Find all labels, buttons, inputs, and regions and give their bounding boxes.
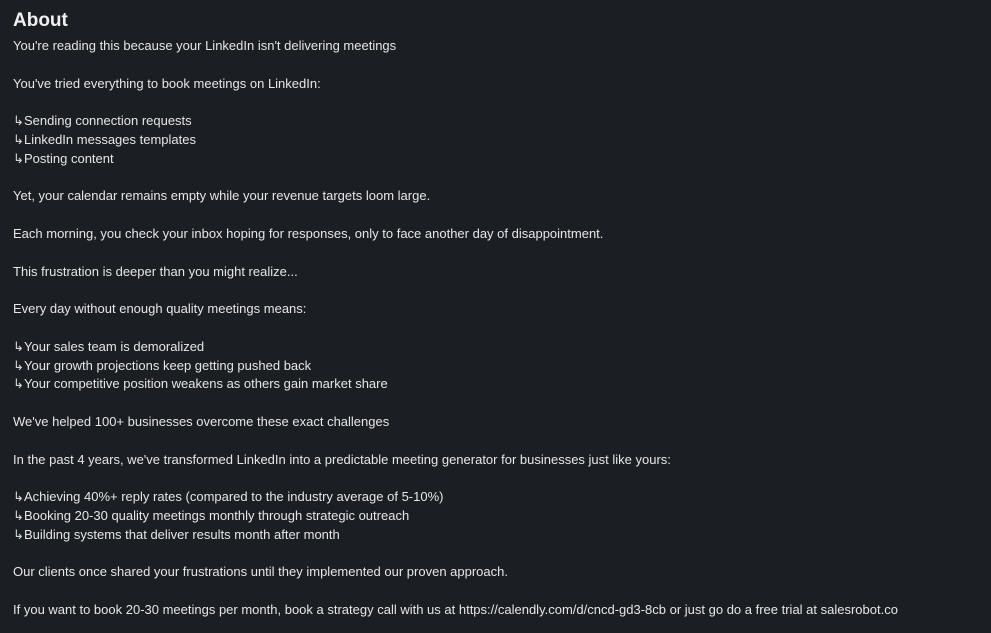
bullet-text: LinkedIn messages templates [24, 131, 196, 147]
arrow-down-right-icon: ↳ [13, 489, 24, 505]
bullet-text: Your growth projections keep getting pushed back [24, 357, 312, 373]
bullet-item [13, 112, 991, 131]
blank-line [13, 169, 991, 188]
blank-line [13, 56, 991, 75]
about-line: In the past 4 years, we've transformed LinkedIn into a predictable meeting generator for businesses just like yours: [13, 451, 671, 467]
blank-line [13, 394, 991, 413]
bullet-item [13, 526, 991, 545]
bullet-text: Building systems that deliver results month after month [24, 526, 340, 542]
bullet-item [13, 488, 991, 507]
bullet-text: Sending connection requests [24, 113, 192, 129]
about-line: This frustration is deeper than you might realize... [13, 263, 298, 279]
blank-line [13, 244, 991, 263]
blank-line [13, 582, 991, 601]
bullet-item [13, 150, 991, 169]
about-line: You've tried everything to book meetings on LinkedIn: [13, 75, 321, 91]
bullet-item [13, 338, 991, 357]
arrow-down-right-icon: ↳ [13, 150, 24, 166]
about-line: Yet, your calendar remains empty while your revenue targets loom large. [13, 188, 431, 204]
bullet-text: Your competitive position weakens as others gain market share [24, 376, 388, 392]
arrow-down-right-icon: ↳ [13, 376, 24, 392]
about-body [13, 37, 991, 620]
arrow-down-right-icon: ↳ [13, 113, 24, 129]
bullet-item [13, 507, 991, 526]
blank-line [13, 319, 991, 338]
blank-line [13, 93, 991, 112]
about-heading: About [13, 10, 68, 31]
about-line: Our clients once shared your frustrations until they implemented our proven approach. [13, 564, 508, 580]
blank-line [13, 281, 991, 300]
blank-line [13, 469, 991, 488]
about-line: Every day without enough quality meetings means: [13, 301, 307, 317]
bullet-text: Achieving 40%+ reply rates (compared to the industry average of 5-10%) [24, 489, 444, 505]
blank-line [13, 206, 991, 225]
bullet-item [13, 131, 991, 150]
arrow-down-right-icon: ↳ [13, 507, 24, 523]
about-line: If you want to book 20-30 meetings per month, book a strategy call with us at https://calendly.com/d/cncd-gd3-8cb or just go do a free trial at salesrobot.co [13, 601, 898, 617]
blank-line [13, 545, 991, 564]
about-line: We've helped 100+ businesses overcome these exact challenges [13, 413, 390, 429]
arrow-down-right-icon: ↳ [13, 338, 24, 354]
bullet-text: Booking 20-30 quality meetings monthly through strategic outreach [24, 507, 410, 523]
blank-line [13, 432, 991, 451]
bullet-text: Your sales team is demoralized [24, 338, 205, 354]
about-line: You're reading this because your LinkedIn isn't delivering meetings [13, 38, 397, 53]
bullet-item [13, 357, 991, 376]
arrow-down-right-icon: ↳ [13, 526, 24, 542]
arrow-down-right-icon: ↳ [13, 357, 24, 373]
bullet-text: Posting content [24, 150, 114, 166]
arrow-down-right-icon: ↳ [13, 131, 24, 147]
bullet-item [13, 375, 991, 394]
about-line: Each morning, you check your inbox hoping for responses, only to face another day of disappointment. [13, 225, 604, 241]
